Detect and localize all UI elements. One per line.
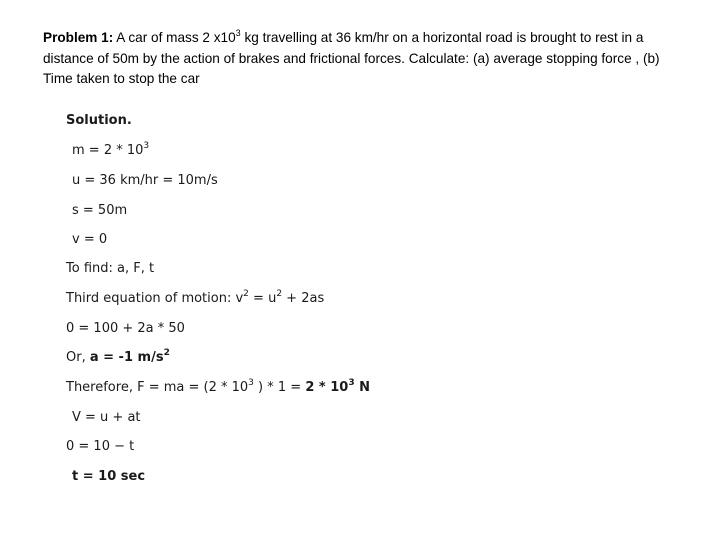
acceleration-line (66, 350, 170, 365)
force-result: 2 * 10 (305, 380, 349, 395)
acceleration-exponent: 2 (163, 348, 170, 358)
equation-end: + 2as (282, 291, 325, 306)
velocity-initial-line: u = 36 km/hr = 10m/s (72, 173, 218, 188)
mass-line (72, 143, 149, 158)
solution-heading: Solution. (66, 113, 132, 128)
problem-text-1: A car of mass 2 x10 (113, 30, 236, 45)
equation-mid: = u (248, 291, 277, 306)
force-unit: N (354, 380, 370, 395)
equation-label: Third equation of motion: v (66, 291, 244, 306)
problem-label: Problem 1: (43, 30, 114, 45)
force-line (66, 380, 370, 395)
therefore-mid: ) * 1 = (253, 380, 306, 395)
therefore-prefix: Therefore, F = ma = (2 * 10 (66, 380, 249, 395)
v-exponent: 2 (243, 289, 249, 299)
u-exponent: 2 (276, 289, 283, 299)
acceleration-result: a = -1 m/s (89, 350, 164, 365)
force-exponent: 3 (348, 378, 355, 388)
problem-statement (43, 28, 683, 90)
distance-line: s = 50m (72, 203, 128, 218)
to-find-line: To find: a, F, t (66, 261, 155, 276)
problem-exponent: 3 (235, 28, 241, 38)
or-prefix: Or, (66, 350, 90, 365)
velocity-equation-line: V = u + at (72, 410, 141, 425)
mass-exponent: 3 (143, 141, 150, 151)
problem-text-2: kg travelling at 36 km/hr on a horizontal road is brought to rest in a distance of 50m by the action of brakes and frictional forces. Calculate: (a) average stopping force , (b) Time taken to stop the car (43, 30, 660, 86)
time-result-line: t = 10 sec (72, 469, 146, 484)
velocity-final-line: v = 0 (72, 232, 108, 247)
time-equation-line: 0 = 10 − t (66, 439, 135, 454)
substitution-line: 0 = 100 + 2a * 50 (66, 321, 185, 336)
mass-text: m = 2 * 10 (72, 143, 144, 158)
equation-of-motion-line (66, 291, 324, 306)
therefore-exponent: 3 (248, 378, 254, 388)
